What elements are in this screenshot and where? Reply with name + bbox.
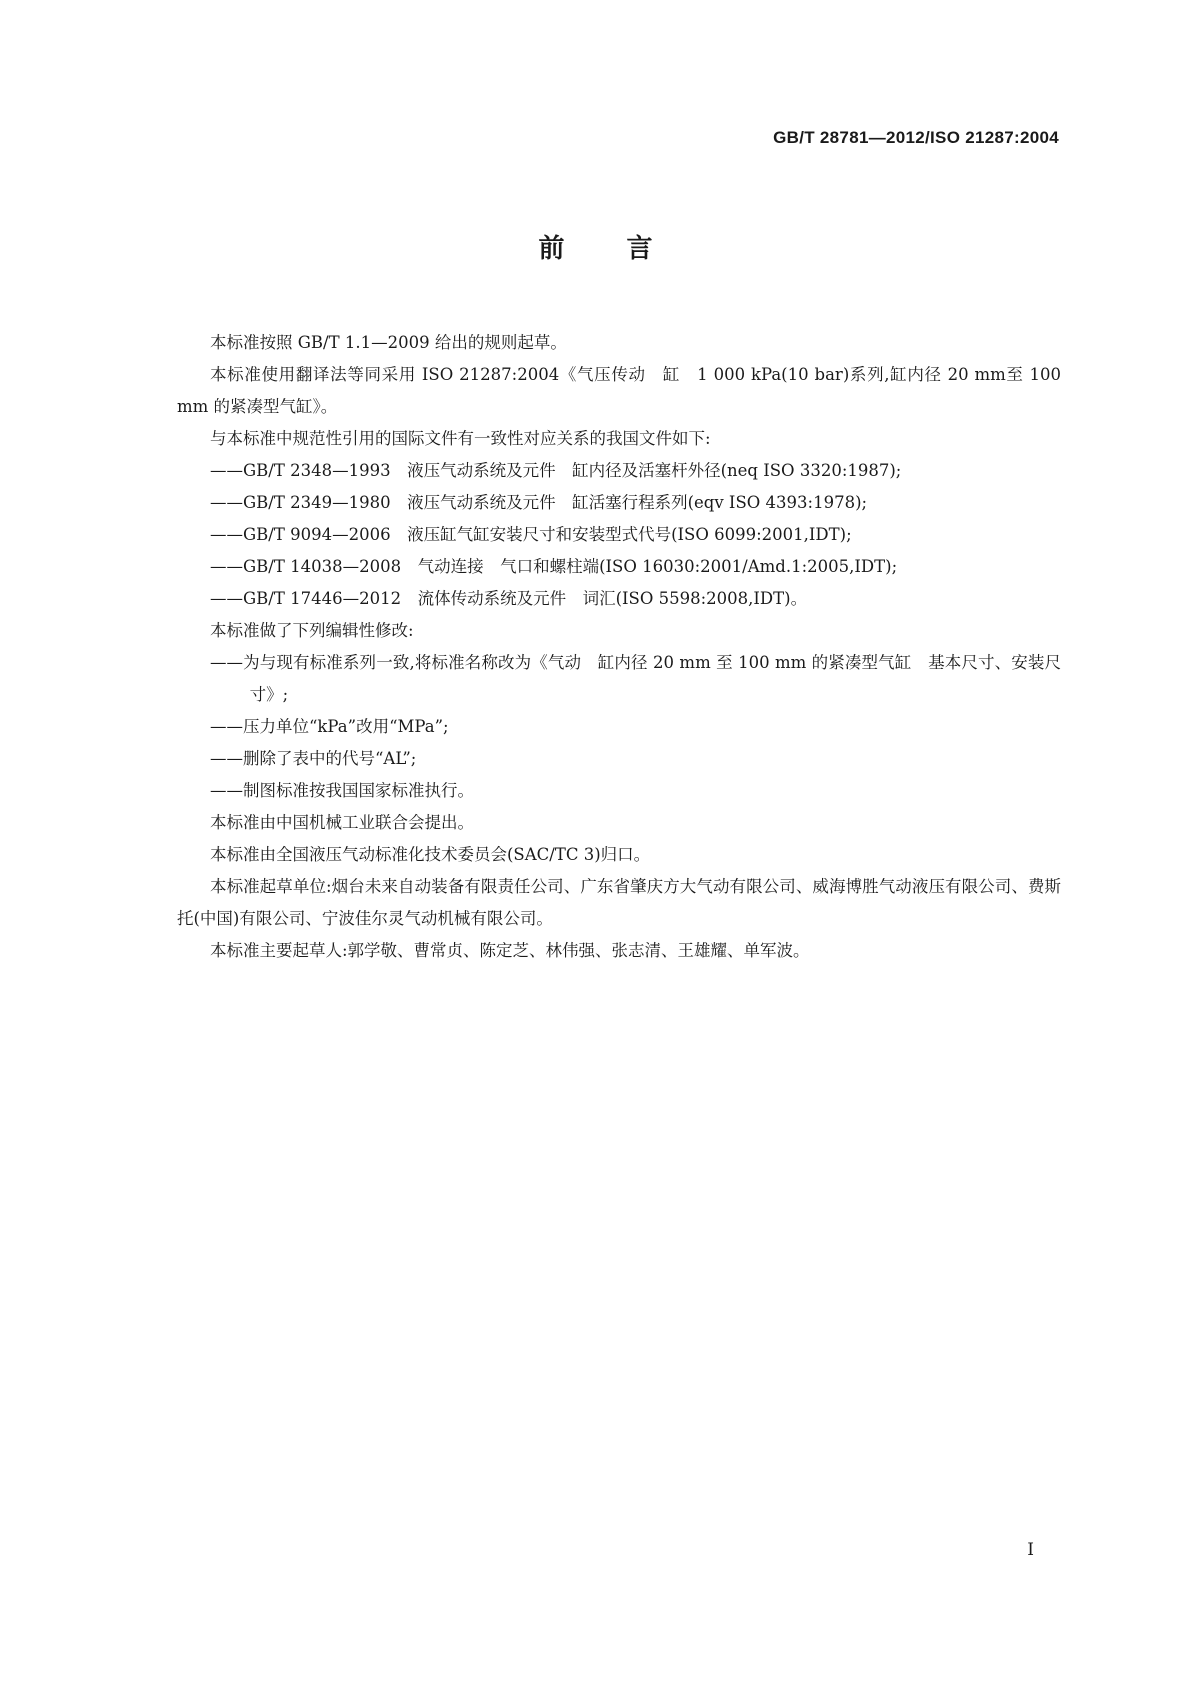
- reference-item: ——GB/T 2349—1980 液压气动系统及元件 缸活塞行程系列(eqv ISO 4393:1978);: [210, 493, 868, 512]
- paragraph-proposer: 本标准由中国机械工业联合会提出。: [210, 813, 474, 832]
- page-title: [0, 228, 1191, 265]
- page-title-char-2: 言: [626, 234, 653, 264]
- paragraph-drafters: 本标准主要起草人:郭学敬、曹常贞、陈定芝、林伟强、张志清、王雄耀、单军波。: [210, 941, 810, 960]
- foreword-body: [177, 327, 1061, 967]
- edit-item: ——压力单位“kPa”改用“MPa”;: [210, 717, 449, 736]
- page-number: I: [1027, 1540, 1034, 1560]
- paragraph-drafting-rules: 本标准按照 GB/T 1.1—2009 给出的规则起草。: [210, 333, 567, 352]
- paragraph-adoption: 本标准使用翻译法等同采用 ISO 21287:2004《气压传动 缸 1 000 kPa(10 bar)系列,缸内径 20 mm至 100 mm 的紧凑型气缸》。: [177, 365, 1061, 416]
- page-title-char-1: 前: [538, 234, 565, 264]
- edit-item: ——为与现有标准系列一致,将标准名称改为《气动 缸内径 20 mm 至 100 mm 的紧凑型气缸 基本尺寸、安装尺寸》;: [210, 653, 1061, 704]
- paragraph-drafting-units: 本标准起草单位:烟台未来自动装备有限责任公司、广东省肇庆方大气动有限公司、威海博胜气动液压有限公司、费斯托(中国)有限公司、宁波佳尔灵气动机械有限公司。: [177, 877, 1061, 928]
- edit-item: ——制图标准按我国国家标准执行。: [210, 781, 474, 800]
- reference-item: ——GB/T 14038—2008 气动连接 气口和螺柱端(ISO 16030:2001/Amd.1:2005,IDT);: [210, 557, 898, 576]
- reference-item: ——GB/T 2348—1993 液压气动系统及元件 缸内径及活塞杆外径(neq ISO 3320:1987);: [210, 461, 902, 480]
- paragraph-edits-intro: 本标准做了下列编辑性修改:: [210, 621, 414, 640]
- reference-item: ——GB/T 17446—2012 流体传动系统及元件 词汇(ISO 5598:2008,IDT)。: [210, 589, 808, 608]
- paragraph-jurisdiction: 本标准由全国液压气动标准化技术委员会(SAC/TC 3)归口。: [210, 845, 651, 864]
- reference-item: ——GB/T 9094—2006 液压缸气缸安装尺寸和安装型式代号(ISO 6099:2001,IDT);: [210, 525, 852, 544]
- edit-item: ——删除了表中的代号“AL”;: [210, 749, 417, 768]
- standard-code-header: GB/T 28781—2012/ISO 21287:2004: [773, 128, 1059, 147]
- paragraph-references-intro: 与本标准中规范性引用的国际文件有一致性对应关系的我国文件如下:: [210, 429, 711, 448]
